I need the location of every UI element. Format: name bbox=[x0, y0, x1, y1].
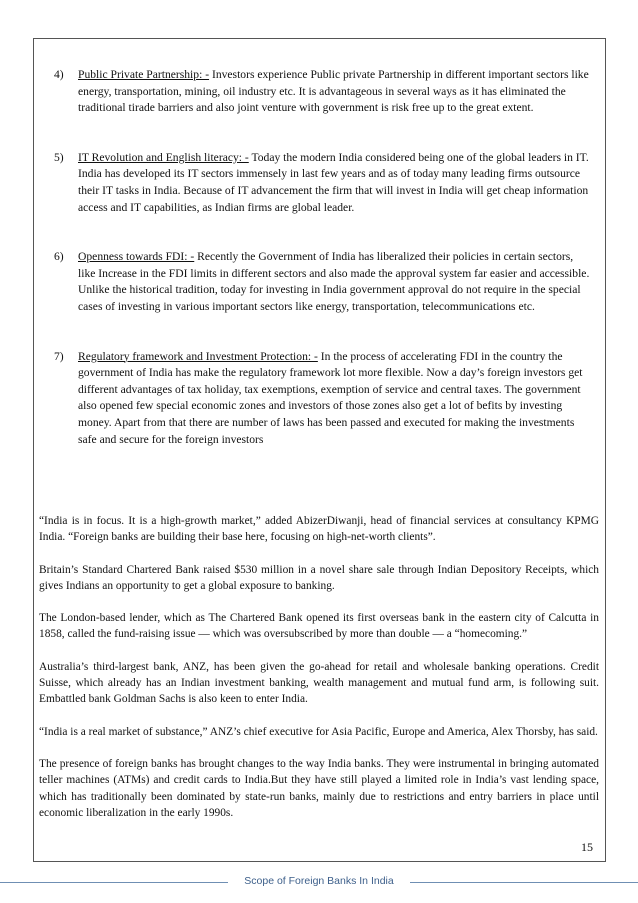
paragraph: The London-based lender, which as The Chartered Bank opened its first overseas bank in the eastern city of Calcutta in 1858, called the fund-raising issue — which was oversubscribed by more than double — a “homecoming.” bbox=[39, 612, 599, 641]
paragraph: Australia’s third-largest bank, ANZ, has been given the go-ahead for retail and wholesale banking operations. Credit Suisse, which already has an Indian investment banking, wealth management and mutual fund arm, is following suit. Embattled bank Goldman Sachs is also keen to enter India. bbox=[39, 660, 599, 706]
paragraph: “India is a real market of substance,” ANZ’s chief executive for Asia Pacific, Europe and America, Alex Thorsby, has said. bbox=[39, 725, 598, 738]
list-item-text: Recently the Government of India has liberalized their policies in certain sectors, like Increase in the FDI limits in different sectors and also made the approval system far easier and accessible. Unlike the historical tradition, today for investing in India government approval do not require in the special cases of investing in various important sectors like energy, transportation, telecommunications etc. bbox=[78, 250, 590, 313]
list-item-heading: IT Revolution and English literacy: - bbox=[78, 150, 249, 164]
list-item-heading: Regulatory framework and Investment Protection: - bbox=[78, 349, 318, 363]
footer-rule-right bbox=[410, 882, 638, 883]
paragraph: “India is in focus. It is a high-growth market,” added AbizerDiwanji, head of financial services at consultancy KPMG India. “Foreign banks are building their base here, focusing on high-net-worth clients”. bbox=[39, 515, 599, 544]
list-item-number: 4) bbox=[54, 68, 64, 81]
page-number: 15 bbox=[581, 840, 593, 854]
body-paragraphs bbox=[39, 513, 599, 837]
list-item-heading: Openness towards FDI: - bbox=[78, 250, 195, 264]
footer-title: Scope of Foreign Banks In India bbox=[244, 875, 394, 887]
list-item-heading: Public Private Partnership: - bbox=[78, 68, 210, 81]
list-item-number: 7) bbox=[54, 349, 64, 363]
page-frame bbox=[33, 38, 606, 862]
paragraph: Britain’s Standard Chartered Bank raised $530 million in a novel share sale through Indian Depository Receipts, which gives Indians an opportunity to get a global exposure to banking. bbox=[39, 563, 599, 592]
list-item-number: 5) bbox=[54, 150, 64, 164]
list-item bbox=[34, 150, 605, 216]
list-item bbox=[34, 249, 605, 315]
list-item-text: In the process of accelerating FDI in the country the government of India has make the regulatory framework lot more flexible. Now a day’s foreign investors get different advantages of tax holiday, tax exemptions, exemption of service and central taxes. The government also opened few special economic zones and investors of those zones also get a lot of befits by investing money. Apart from that there are number of laws has been passed and executed for making the investments safe and secure for the foreign investors bbox=[78, 349, 583, 446]
list-item-text: Today the modern India considered being one of the global leaders in IT. India has developed its IT sectors immensely in last few years and as of today many leading firms outsource their IT tasks in India. Because of IT advancement the firm that will invest in India will get cheap information access and IT capabilities, as Indian firms are global leader. bbox=[78, 150, 589, 214]
list-item-number: 6) bbox=[54, 250, 64, 264]
list-item bbox=[34, 67, 605, 117]
numbered-list bbox=[34, 67, 605, 481]
list-item-text: Investors experience Public private Partnership in different important sectors like energy, transportation, mining, oil industry etc. It is advantageous in several ways as it has eliminated the traditional tirade barriers and also joint venture with government is risk free up to the great extent. bbox=[78, 68, 589, 115]
list-item bbox=[34, 349, 605, 449]
paragraph: The presence of foreign banks has brought changes to the way India banks. They were instrumental in bringing automated teller machines (ATMs) and credit cards to India.But they have still played a limited role in India’s vast lending space, which has traditionally been dominated by state-run banks, mainly due to restrictions and entry barriers in place until economic liberalization in the early 1990s. bbox=[39, 757, 599, 819]
